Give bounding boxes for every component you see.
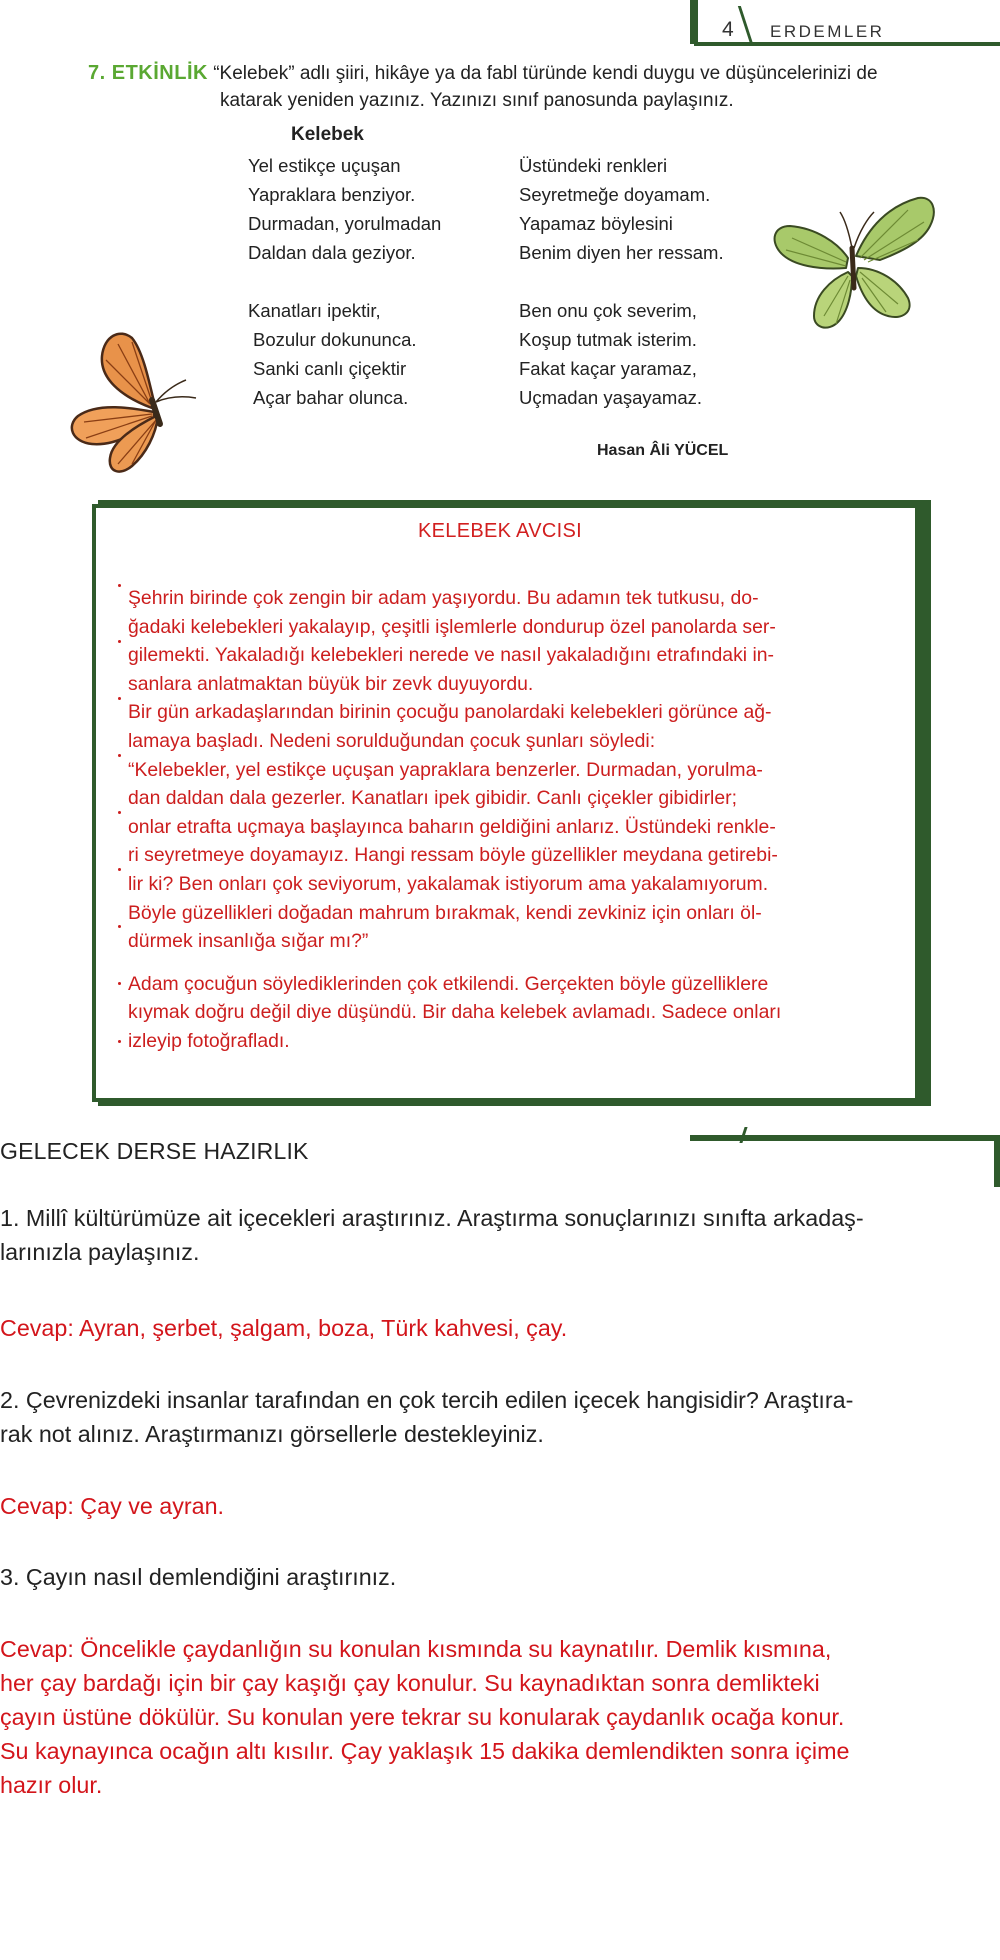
story-line: ri seyretmeye doyamayız. Hangi ressam böyle güzellikler meydana getirebi- — [128, 844, 778, 867]
margin-dot — [118, 754, 121, 757]
story-line: dan daldan dala gezerler. Kanatları ipek gibidir. Canlı çiçekler gibidirler; — [128, 787, 737, 810]
story-line: sanlara anlatmaktan büyük bir zevk duyuyordu. — [128, 672, 534, 695]
section-divider-side — [994, 1141, 1000, 1187]
question-1 — [0, 1201, 864, 1269]
page-number: 4 — [722, 18, 734, 41]
story-title: KELEBEK AVCISI — [418, 520, 582, 542]
poem-line: Seyretmeğe doyamam. — [519, 184, 711, 205]
story-line: Böyle güzellikleri doğadan mahrum bırakmak, kendi zevkiniz için onları öl- — [128, 901, 762, 924]
poem-line: Yapraklara benziyor. — [248, 184, 416, 205]
question-line: 3. Çayın nasıl demlendiğini araştırınız. — [0, 1564, 397, 1590]
answer-1 — [0, 1311, 567, 1345]
margin-dot — [118, 925, 121, 928]
orange-butterfly-icon — [62, 330, 242, 490]
margin-dot — [118, 697, 121, 700]
answer-3 — [0, 1632, 849, 1802]
story-line: ğadaki kelebekleri yakalayıp, çeşitli işlemlerle dondurup özel panolarda ser- — [128, 615, 776, 638]
story-text — [128, 584, 918, 1056]
story-line: kıymak doğru değil diye düşündü. Bir daha kelebek avlamadı. Sadece onları — [128, 1001, 782, 1024]
poem-title: Kelebek — [291, 124, 364, 145]
margin-dot — [118, 868, 121, 871]
story-line: gilemekti. Yakaladığı kelebekleri nerede ve nasıl yakaladığını etrafındaki in- — [128, 644, 775, 667]
header-divider — [738, 6, 753, 44]
header-underline — [694, 42, 1000, 46]
poem-line: Uçmadan yaşayamaz. — [519, 387, 703, 408]
answer-line: Cevap: Çay ve ayran. — [0, 1493, 225, 1519]
answer-line: hazır olur. — [0, 1772, 103, 1798]
question-line: 1. Millî kültürümüze ait içecekleri araştırınız. Araştırma sonuçlarınızı sınıfta arkadaş- — [0, 1205, 864, 1231]
poem-line: Üstündeki renkleri — [519, 155, 668, 176]
poem-line: Açar bahar olunca. — [253, 387, 409, 408]
story-line: Şehrin birinde çok zengin bir adam yaşıyordu. Bu adamın tek tutkusu, do- — [128, 587, 759, 609]
question-line: 2. Çevrenizdeki insanlar tarafından en çok tercih edilen içecek hangisidir? Araştıra- — [0, 1387, 854, 1413]
story-line: lir ki? Ben onları çok seviyorum, yakalamak istiyorum ama yakalamıyorum. — [128, 872, 769, 895]
activity-text-line2: katarak yeniden yazınız. Yazınızı sınıf panosunda paylaşınız. — [220, 90, 734, 111]
poem-line: Kanatları ipektir, — [248, 300, 381, 321]
preparation-title: GELECEK DERSE HAZIRLIK — [0, 1138, 309, 1164]
poem-author: Hasan Âli YÜCEL — [597, 442, 729, 459]
question-line: larınızla paylaşınız. — [0, 1239, 200, 1265]
poem-line: Ben onu çok severim, — [519, 300, 697, 321]
answer-2 — [0, 1489, 224, 1523]
poem-line: Sanki canlı çiçektir — [253, 358, 407, 379]
stanza-gap — [519, 267, 724, 296]
poem-left-column — [248, 151, 441, 412]
margin-dot — [118, 584, 121, 587]
answer-line: Cevap: Öncelikle çaydanlığın su konulan kısmında su kaynatılır. Demlik kısmına, — [0, 1636, 832, 1662]
margin-dot — [118, 1040, 121, 1043]
question-2 — [0, 1383, 853, 1451]
poem-line: Benim diyen her ressam. — [519, 242, 724, 263]
story-line: lamaya başladı. Nedeni sorulduğundan çocuk şunları söyledi: — [128, 729, 656, 752]
answer-line: Su kaynayınca ocağın altı kısılır. Çay yaklaşık 15 dakika demlendikten sonra içime — [0, 1738, 850, 1764]
activity-text-line1: “Kelebek” adlı şiiri, hikâye ya da fabl türünde kendi duygu ve düşüncelerinizi de — [213, 63, 878, 84]
margin-dot — [118, 640, 121, 643]
story-line: Adam çocuğun söylediklerinden çok etkilendi. Gerçekten böyle güzelliklere — [128, 972, 769, 995]
unit-title: ERDEMLER — [770, 22, 885, 41]
poem-line: Yapamaz böylesini — [519, 213, 673, 234]
section-divider-bar — [690, 1135, 1000, 1141]
green-butterfly-icon — [768, 188, 938, 338]
poem-line: Durmadan, yorulmadan — [248, 213, 442, 234]
stanza-gap — [248, 267, 441, 296]
activity-label: 7. ETKİNLİK — [88, 62, 208, 84]
poem-line: Fakat kaçar yaramaz, — [519, 358, 697, 379]
question-3 — [0, 1560, 396, 1594]
story-line: dürmek insanlığa sığar mı?” — [128, 930, 369, 953]
margin-dot — [118, 982, 121, 985]
answer-line: Cevap: Ayran, şerbet, şalgam, boza, Türk kahvesi, çay. — [0, 1315, 568, 1341]
poem-line: Koşup tutmak isterim. — [519, 329, 697, 350]
activity-prompt — [88, 60, 928, 114]
margin-dot — [118, 811, 121, 814]
story-line: Bir gün arkadaşlarından birinin çocuğu panolardaki kelebekleri görünce ağ- — [128, 701, 772, 724]
paragraph-gap — [128, 956, 918, 970]
poem-line: Yel estikçe uçuşan — [248, 155, 401, 176]
story-line: “Kelebekler, yel estikçe uçuşan yapraklara benzerler. Durmadan, yorulma- — [128, 758, 763, 781]
story-line: izleyip fotoğrafladı. — [128, 1029, 290, 1052]
answer-line: her çay bardağı için bir çay kaşığı çay konulur. Su kaynadıktan sonra demlikteki — [0, 1670, 820, 1696]
question-line: rak not alınız. Araştırmanızı görsellerle destekleyiniz. — [0, 1421, 544, 1447]
header-bar-left — [690, 0, 698, 44]
answer-line: çayın üstüne dökülür. Su konulan yere tekrar su konularak çaydanlık ocağa konur. — [0, 1704, 845, 1730]
poem-line: Daldan dala geziyor. — [248, 242, 416, 263]
poem-line: Bozulur dokununca. — [253, 329, 417, 350]
poem-right-column — [519, 151, 724, 412]
story-line: onlar etrafta uçmaya başlayınca baharın geldiğini anlarız. Üstündeki renkle- — [128, 815, 776, 838]
